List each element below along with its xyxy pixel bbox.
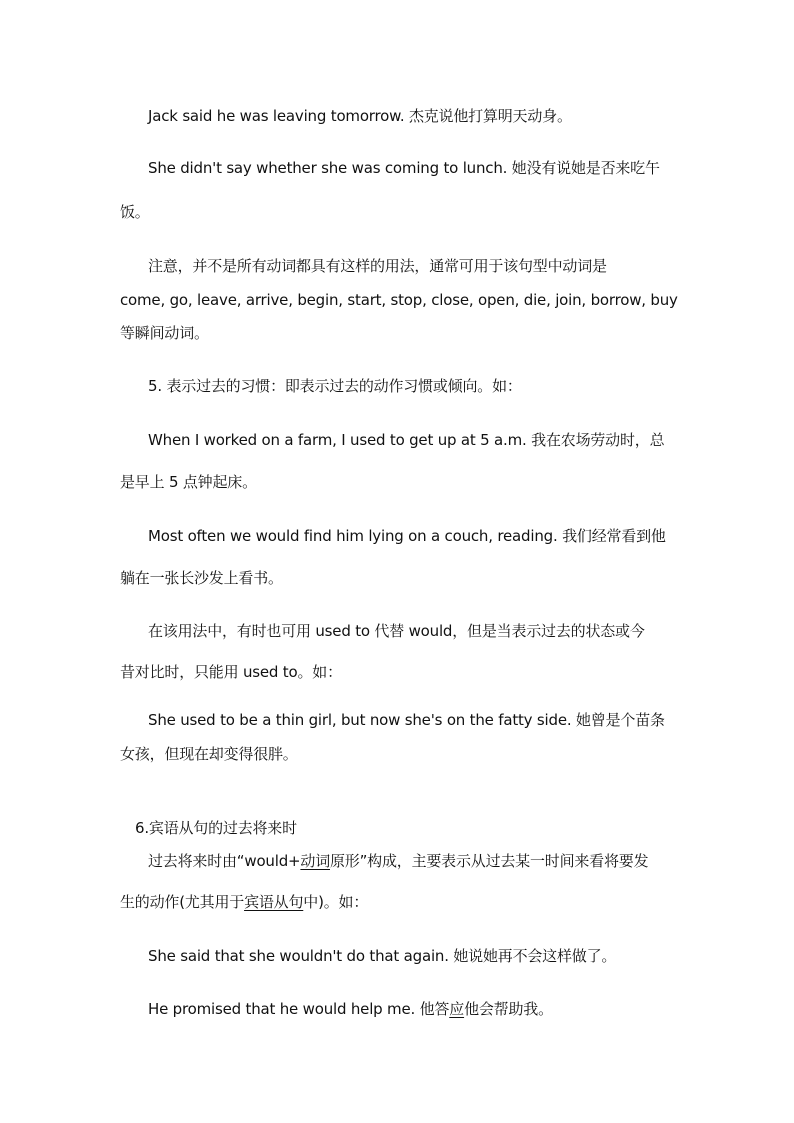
text-span: He promised that he would help me. 他答 xyxy=(148,1000,450,1018)
underlined-term: 应 xyxy=(449,1000,465,1018)
paragraph-line: 5. 表示过去的习惯：即表示过去的动作习惯或倾向。如： xyxy=(148,377,522,395)
underlined-term: 宾语从句 xyxy=(244,893,304,911)
section-heading: 6.宾语从句的过去将来时 xyxy=(135,819,297,837)
paragraph-line: 在该用法中，有时也可用 used to 代替 would，但是当表示过去的状态或今 xyxy=(148,622,645,640)
text-span: 中)。如： xyxy=(303,893,369,911)
paragraph-line: She didn't say whether she was coming to lunch. 她没有说她是否来吃午 xyxy=(148,159,660,177)
paragraph-line: 昔对比时，只能用 used to。如： xyxy=(120,663,342,681)
paragraph-line: 注意，并不是所有动词都具有这样的用法，通常可用于该句型中动词是 xyxy=(148,257,607,275)
paragraph-line xyxy=(148,851,648,871)
paragraph-line: She used to be a thin girl, but now she's on the fatty side. 她曾是个苗条 xyxy=(148,711,665,729)
text-span: 过去将来时由“would+ xyxy=(148,852,301,870)
text-span: 原形”构成，主要表示从过去某一时间来看将要发 xyxy=(330,852,649,870)
paragraph-line: She said that she wouldn't do that again. 她说她再不会这样做了。 xyxy=(148,947,617,965)
paragraph-line: 饭。 xyxy=(120,203,150,221)
paragraph-line xyxy=(120,892,368,912)
paragraph-line: Jack said he was leaving tomorrow. 杰克说他打算明天动身。 xyxy=(148,107,572,125)
paragraph-line: 躺在一张长沙发上看书。 xyxy=(120,569,283,587)
paragraph-line: Most often we would find him lying on a couch, reading. 我们经常看到他 xyxy=(148,527,666,545)
paragraph-line: come, go, leave, arrive, begin, start, stop, close, open, die, join, borrow, buy xyxy=(120,291,678,309)
paragraph-line: When I worked on a farm, I used to get up at 5 a.m. 我在农场劳动时，总 xyxy=(148,431,665,449)
paragraph-line: 是早上 5 点钟起床。 xyxy=(120,473,257,491)
paragraph-line: 女孩，但现在却变得很胖。 xyxy=(120,745,298,763)
underlined-term: 动词 xyxy=(300,852,330,870)
paragraph-line xyxy=(148,999,553,1019)
paragraph-line: 等瞬间动词。 xyxy=(120,324,209,342)
text-span: 他会帮助我。 xyxy=(464,1000,553,1018)
text-span: 生的动作(尤其用于 xyxy=(120,893,245,911)
